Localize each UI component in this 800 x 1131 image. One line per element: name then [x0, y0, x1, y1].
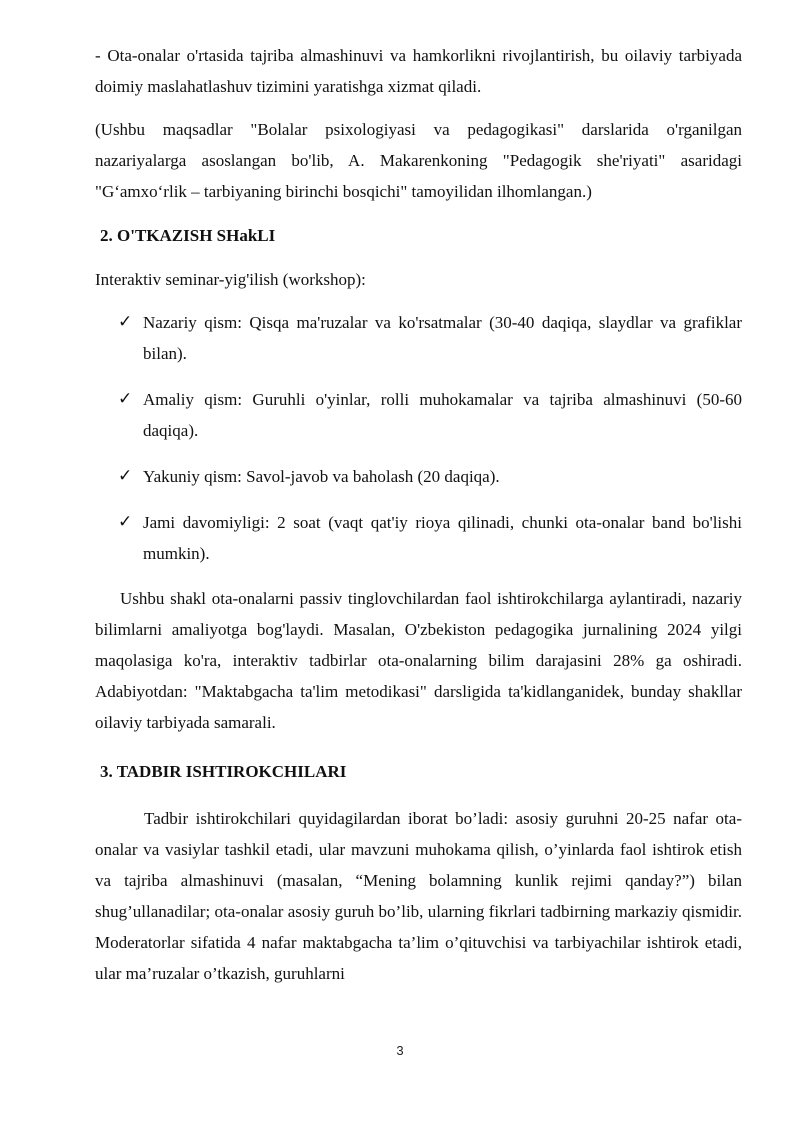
check-list-item [118, 307, 742, 369]
checkmark-icon: ✓ [118, 512, 133, 532]
format-check-list [95, 307, 742, 569]
note-paragraph: (Ushbu maqsadlar "Bolalar psixologiyasi va pedagogikasi" darslarida o'rganilgan nazariyalarga asoslangan bo'lib, A. Makarenkoning "Pedagogik she'riyati" asaridagi "G‘amxo‘rlik – tarbiyaning birinchi bosqichi" tamoyilidan ilhomlangan.) [95, 120, 742, 201]
check-list-item [118, 384, 742, 446]
check-list-item [118, 461, 742, 492]
page-number: 3 [396, 1043, 404, 1058]
intro-continued-paragraph: - Ota-onalar o'rtasida tajriba almashinuvi va hamkorlikni rivojlantirish, bu oilaviy tarbiyada doimiy maslahatlashuv tizimini yaratishga xizmat qiladi. [95, 46, 742, 96]
checkmark-icon: ✓ [118, 389, 133, 409]
section-2-summary-paragraph: Ushbu shakl ota-onalarni passiv tinglovchilardan faol ishtirokchilarga aylantiradi, nazariy bilimlarni amaliyotga bog'laydi. Masalan, O'zbekiston pedagogika jurnalining 2024 yilgi maqolasiga ko'ra, interaktiv tadbirlar ota-onalarning bilim darajasini 28% ga oshiradi. Adabiyotdan: "Maktabgacha ta'lim metodikasi" darsligida ta'kidlanganidek, bunday shakllar oilaviy tarbiyada samarali. [95, 589, 742, 732]
check-list-item-text: Jami davomiyligi: 2 soat (vaqt qat'iy rioya qilinadi, chunki ota-onalar band bo'lishi mumkin). [143, 513, 742, 563]
check-list-item-text: Nazariy qism: Qisqa ma'ruzalar va ko'rsatmalar (30-40 daqiqa, slaydlar va grafiklar bilan). [143, 313, 742, 363]
checkmark-icon: ✓ [118, 312, 133, 332]
check-list-item-text: Amaliy qism: Guruhli o'yinlar, rolli muhokamalar va tajriba almashinuvi (50-60 daqiqa). [143, 390, 742, 440]
checkmark-icon: ✓ [118, 466, 133, 486]
section-3-body-paragraph: Tadbir ishtirokchilari quyidagilardan iborat bo’ladi: asosiy guruhni 20-25 nafar ota-onalar va vasiylar tashkil etadi, ular mavzuni muhokama qilish, o’yinlarda faol ishtirok etish va tajriba almashinuvi (masalan, “Mening bolamning kunlik rejimi qanday?”) bilan shug’ullanadilar; ota-onalar asosiy guruh bo’lib, ularning fikrlari tadbirning markaziy qismidir. Moderatorlar sifatida 4 nafar maktabgacha ta’lim o’qituvchisi va tarbiyachilar ishtirok etadi, ular ma’ruzalar o’tkazish, guruhlarni [95, 809, 742, 983]
section-2-heading: 2. O'TKAZISH SHakLI [100, 226, 276, 245]
section-3-heading: 3. TADBIR ISHTIROKCHILARI [100, 762, 347, 781]
document-page [95, 40, 742, 989]
check-list-item-text: Yakuniy qism: Savol-javob va baholash (20 daqiqa). [143, 467, 500, 486]
section-2-lead: Interaktiv seminar-yig'ilish (workshop): [95, 270, 366, 289]
check-list-item [118, 507, 742, 569]
